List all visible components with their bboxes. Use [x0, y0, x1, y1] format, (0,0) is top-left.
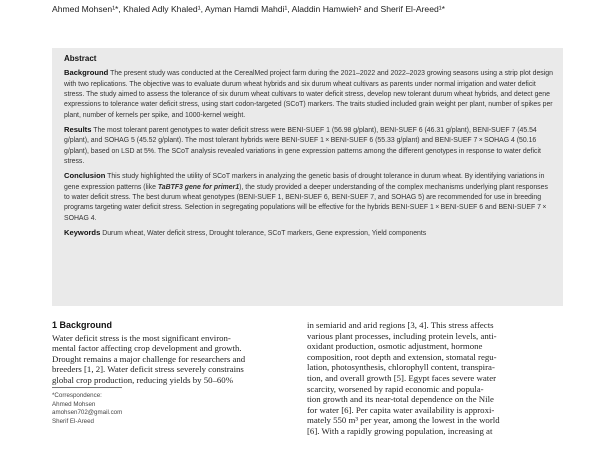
conclusion-gene-emphasis: TaBTF3 gene for primer1: [157, 183, 240, 191]
body-line: Drought remains a major challenge for researchers and: [52, 353, 246, 364]
section-heading-background: 1 Background: [52, 320, 113, 330]
results-label: Results: [64, 125, 92, 135]
body-line: [6]. With a rapidly growing population, increasing at: [307, 425, 493, 436]
body-line: in semiarid and arid regions [3, 4]. This stress affects: [307, 320, 494, 330]
body-line: various plant processes, including protein levels, anti-: [307, 330, 497, 341]
correspondence-footnote: [52, 392, 292, 426]
body-column-right: [307, 320, 553, 437]
footnote-line: Sherif El-Areed: [52, 417, 94, 425]
conclusion-text-after: ), the study provided a deeper understanding of the complex mechanisms underlying plant responses to water deficit stress. The best durum wheat genotypes (BENI-SUEF 1, BENI-SUEF 6, BENI-SUEF 7, and SOHAG 5) are recommended for use in breeding programs targeting water deficit stress. Selection in segregating populations will be effective for the hybrids BENI-SUEF 1 × BENI-SUEF 6 and BENI-SUEF 7 × SOHAG 4.: [64, 183, 548, 222]
body-line: for water [6]. Per capita water availability is approxi-: [307, 404, 495, 415]
author-list: Ahmed Mohsen¹*, Khaled Adly Khaled¹, Ayman Hamdi Mahdi¹, Aladdin Hamwieh² and Sherif El-Areed¹*: [52, 4, 445, 14]
body-line: tion, and overall growth [5]. Egypt faces severe water: [307, 372, 497, 383]
abstract-keywords: [64, 228, 553, 239]
footnote-divider: [52, 387, 122, 388]
body-line: global crop production, reducing yields by 50–60%: [52, 374, 234, 385]
body-text-left: [52, 333, 298, 386]
abstract-results: [64, 125, 553, 167]
body-line: breeders [1, 2]. Water deficit stress severely constrains: [52, 364, 244, 375]
keywords-text: Durum wheat, Water deficit stress, Drought tolerance, SCoT markers, Gene expression, Yield components: [102, 230, 427, 238]
abstract-background: [64, 68, 553, 121]
footnote-line: amohsen702@gmail.com: [52, 409, 123, 417]
conclusion-label: Conclusion: [64, 171, 106, 181]
body-line: scarcity, worsened by rapid economic and popula-: [307, 383, 484, 394]
body-line: oxidant production, osmotic adjustment, hormone: [307, 341, 483, 352]
body-text-right: [307, 320, 553, 437]
background-label: Background: [64, 68, 109, 78]
abstract-box: [52, 48, 563, 306]
body-line: Water deficit stress is the most significant environ-: [52, 332, 231, 343]
footnote-line: *Correspondence:: [52, 392, 102, 399]
background-text: The present study was conducted at the CerealMed project farm during the 2021–2022 and 2022–2023 growing seasons using a strip plot design with two replications. The objective was to evaluate durum wheat hybrids and six durum wheat cultivars as parents under normal irrigation and water deficit stress. The study aimed to assess the tolerance of six durum wheat cultivars to water deficit stress, develop new tolerant durum wheat hybrids, and detect gene expressions to tolerance water deficit stress, using start codon-targeted (SCoT) markers. The traits studied included grain weight per plant, number of spikes per plant, number of kernels per spike, and 1000-kernel weight.: [64, 70, 553, 119]
results-text: The most tolerant parent genotypes to water deficit stress were BENI-SUEF 1 (56.98 g/plant), BENI-SUEF 6 (46.31 g/plant), BENI-SUEF 7 (45.54 g/plant), and SOHAG 5 (45.52 g/plant). The most tolerant hybrids were BENI-SUEF 1 × BENI-SUEF 6 (55.33 g/plant) and BENI-SUEF 7 × SOHAG 4 (50.16 g/plant), based on LSD at 5%. The SCoT analysis revealed variations in gene expression patterns among the different genotypes in response to water deficit stress.: [64, 127, 541, 166]
body-line: tion growth and its near-total dependence on the Nile: [307, 394, 494, 405]
abstract-heading: Abstract: [64, 54, 97, 63]
conclusion-text-before: This study highlighted the utility of SCoT markers in analyzing the genetic basis of drought tolerance in durum wheat. By identifying variations in gene expression patterns (like: [64, 173, 545, 191]
body-line: mental factor affecting crop development and growth.: [52, 343, 242, 354]
keywords-label: Keywords: [64, 228, 101, 238]
abstract-conclusion: [64, 171, 553, 224]
body-line: composition, root depth and extension, stomatal regu-: [307, 351, 497, 362]
body-line: lation, photosynthesis, chlorophyll content, transpira-: [307, 362, 495, 373]
body-column-left: [52, 320, 298, 386]
body-line: mately 550 m³ per year, among the lowest in the world: [307, 415, 500, 426]
footnote-line: Ahmed Mohsen: [52, 400, 96, 408]
